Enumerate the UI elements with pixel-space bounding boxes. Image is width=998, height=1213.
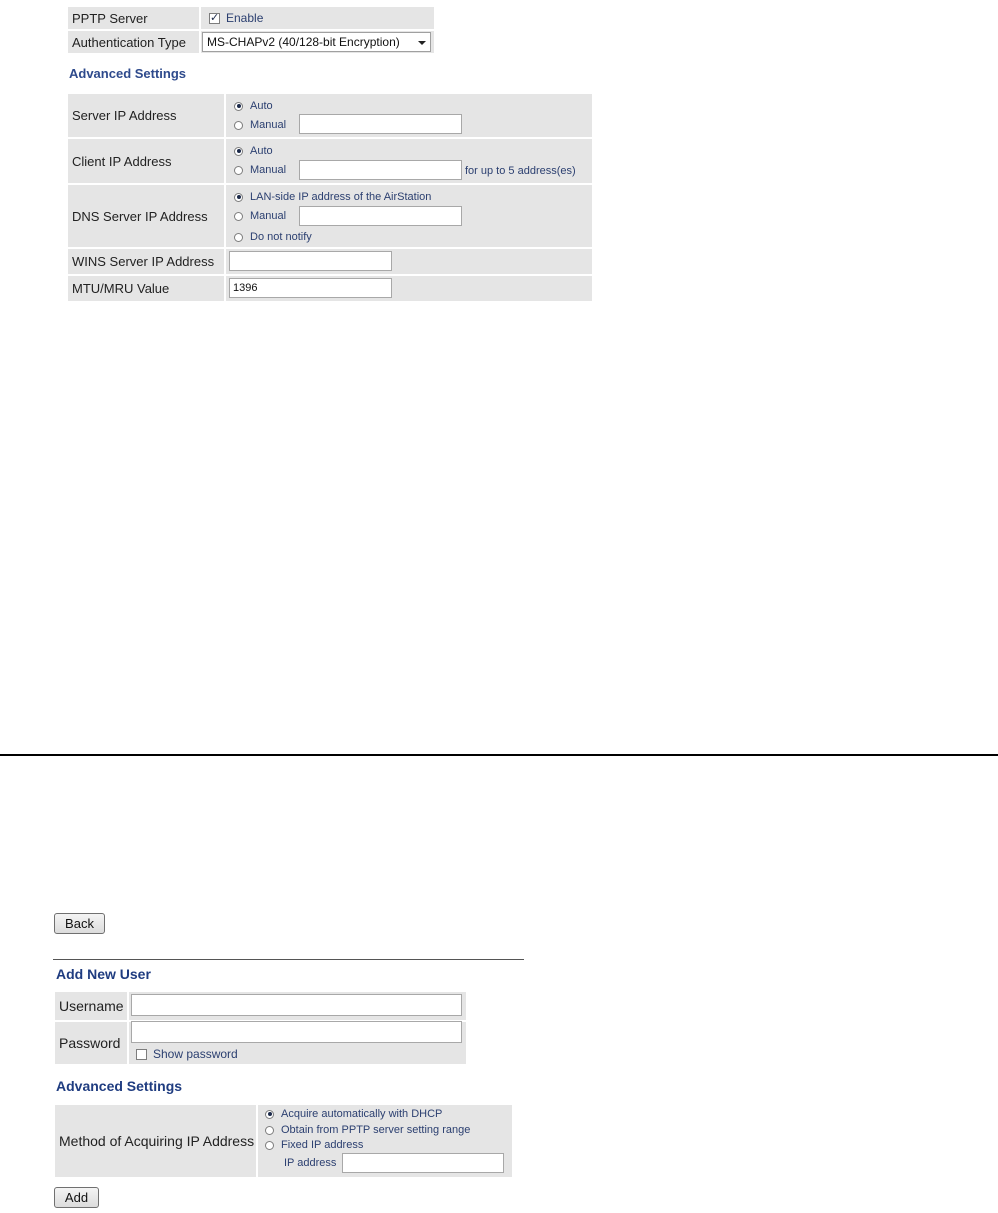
- dns-ip-label: DNS Server IP Address: [67, 184, 225, 248]
- client-ip-auto-option[interactable]: [234, 145, 273, 157]
- user-advanced-settings-title: Advanced Settings: [56, 1078, 183, 1094]
- dns-manual-label: Manual: [250, 210, 287, 222]
- server-ip-auto-radio[interactable]: [234, 102, 243, 111]
- server-ip-auto-label: Auto: [250, 100, 273, 112]
- client-ip-label: Client IP Address: [67, 138, 225, 184]
- dns-manual-input[interactable]: [299, 206, 462, 226]
- ip-address-input[interactable]: [342, 1153, 504, 1173]
- client-ip-note: for up to 5 address(es): [465, 165, 576, 177]
- show-password-toggle[interactable]: [136, 1047, 238, 1061]
- dns-lan-label: LAN-side IP address of the AirStation: [250, 191, 432, 203]
- method-dhcp-label: Acquire automatically with DHCP: [281, 1108, 443, 1120]
- add-button[interactable]: Add: [54, 1187, 99, 1208]
- wins-ip-input[interactable]: [229, 251, 392, 271]
- pptp-enable-label: Enable: [226, 11, 264, 25]
- dns-manual-radio[interactable]: [234, 212, 243, 221]
- method-range-label: Obtain from PPTP server setting range: [281, 1124, 471, 1136]
- mtu-label: MTU/MRU Value: [67, 275, 225, 302]
- username-label: Username: [54, 991, 128, 1021]
- method-dhcp-option[interactable]: [265, 1108, 442, 1120]
- client-ip-auto-label: Auto: [250, 145, 273, 157]
- method-label: Method of Acquiring IP Address: [54, 1104, 257, 1178]
- dns-none-label: Do not notify: [250, 231, 312, 243]
- client-ip-manual-radio[interactable]: [234, 166, 243, 175]
- method-fixed-radio[interactable]: [265, 1141, 274, 1150]
- client-ip-manual-input[interactable]: [299, 160, 462, 180]
- server-ip-manual-input[interactable]: [299, 114, 462, 134]
- server-ip-label: Server IP Address: [67, 93, 225, 138]
- server-ip-manual-radio[interactable]: [234, 121, 243, 130]
- client-ip-auto-radio[interactable]: [234, 147, 243, 156]
- method-fixed-option[interactable]: [265, 1139, 363, 1151]
- auth-type-select[interactable]: [202, 32, 431, 52]
- dns-none-option[interactable]: [234, 231, 312, 243]
- username-input[interactable]: [131, 994, 462, 1016]
- auth-type-value: MS-CHAPv2 (40/128-bit Encryption): [207, 35, 400, 49]
- show-password-checkbox[interactable]: [136, 1049, 147, 1060]
- password-label: Password: [54, 1021, 128, 1065]
- client-ip-manual-label: Manual: [250, 164, 287, 176]
- pptp-enable-cell: [200, 6, 435, 30]
- dns-none-radio[interactable]: [234, 233, 243, 242]
- back-button[interactable]: Back: [54, 913, 105, 934]
- page-separator: [0, 754, 998, 756]
- method-dhcp-radio[interactable]: [265, 1110, 274, 1119]
- dns-manual-option[interactable]: [234, 210, 286, 222]
- dns-lan-radio[interactable]: [234, 193, 243, 202]
- user-form-divider: [53, 959, 524, 960]
- ip-address-label: IP address: [284, 1157, 337, 1169]
- pptp-server-label: PPTP Server: [67, 6, 200, 30]
- auth-type-label: Authentication Type: [67, 30, 200, 54]
- server-ip-auto-option[interactable]: [234, 100, 273, 112]
- server-ip-manual-label: Manual: [250, 119, 287, 131]
- add-new-user-title: Add New User: [56, 966, 151, 982]
- client-ip-manual-option[interactable]: [234, 164, 286, 176]
- method-range-radio[interactable]: [265, 1126, 274, 1135]
- password-input[interactable]: [131, 1021, 462, 1043]
- wins-ip-label: WINS Server IP Address: [67, 248, 225, 275]
- chevron-down-icon: [418, 41, 426, 45]
- show-password-label: Show password: [153, 1047, 238, 1061]
- pptp-enable-checkbox[interactable]: [209, 13, 220, 24]
- dns-lan-option[interactable]: [234, 191, 431, 203]
- method-fixed-label: Fixed IP address: [281, 1139, 364, 1151]
- pptp-enable-toggle[interactable]: [201, 11, 434, 25]
- method-range-option[interactable]: [265, 1124, 470, 1136]
- server-ip-manual-option[interactable]: [234, 119, 286, 131]
- advanced-settings-title: Advanced Settings: [69, 66, 187, 81]
- mtu-input[interactable]: 1396: [229, 278, 392, 298]
